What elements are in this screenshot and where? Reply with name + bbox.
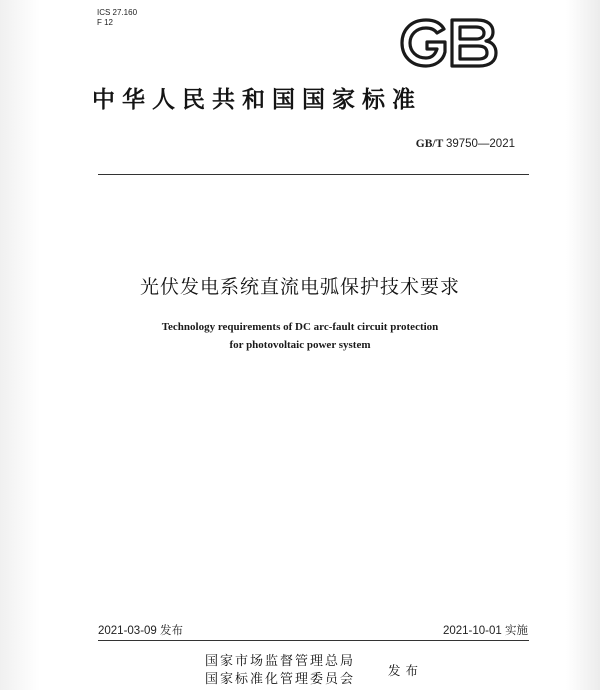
publisher-line1: 国家市场监督管理总局 <box>205 654 356 669</box>
standard-number <box>416 138 515 150</box>
publisher-line2: 国家标准化管理委员会 <box>205 672 356 687</box>
publish-label: 发布 <box>388 663 424 678</box>
bottom-divider <box>98 640 529 641</box>
standard-code-prefix: GB/T <box>415 138 444 150</box>
title-chinese: 光伏发电系统直流电弧保护技术要求 <box>139 276 460 298</box>
implementation-date: 2021-10-01 实施 <box>442 625 528 637</box>
gb-logo-text: GB <box>449 14 451 15</box>
title-english-line1: Technology requirements of DC arc-fault circuit protection <box>161 321 439 333</box>
publisher-block <box>205 653 355 689</box>
top-divider <box>98 174 529 175</box>
issue-date: 2021-03-09 发布 <box>98 625 184 637</box>
classification-codes <box>97 8 137 28</box>
standard-code-number: 39750—2021 <box>445 138 515 150</box>
ics-code: ICS 27.160 <box>97 8 138 17</box>
ccs-code: F 12 <box>97 18 114 27</box>
gb-logo <box>397 16 501 70</box>
title-english-line2: for photovoltaic power system <box>229 339 371 351</box>
standard-type-heading: 中华人民共和国国家标准 <box>92 86 422 113</box>
